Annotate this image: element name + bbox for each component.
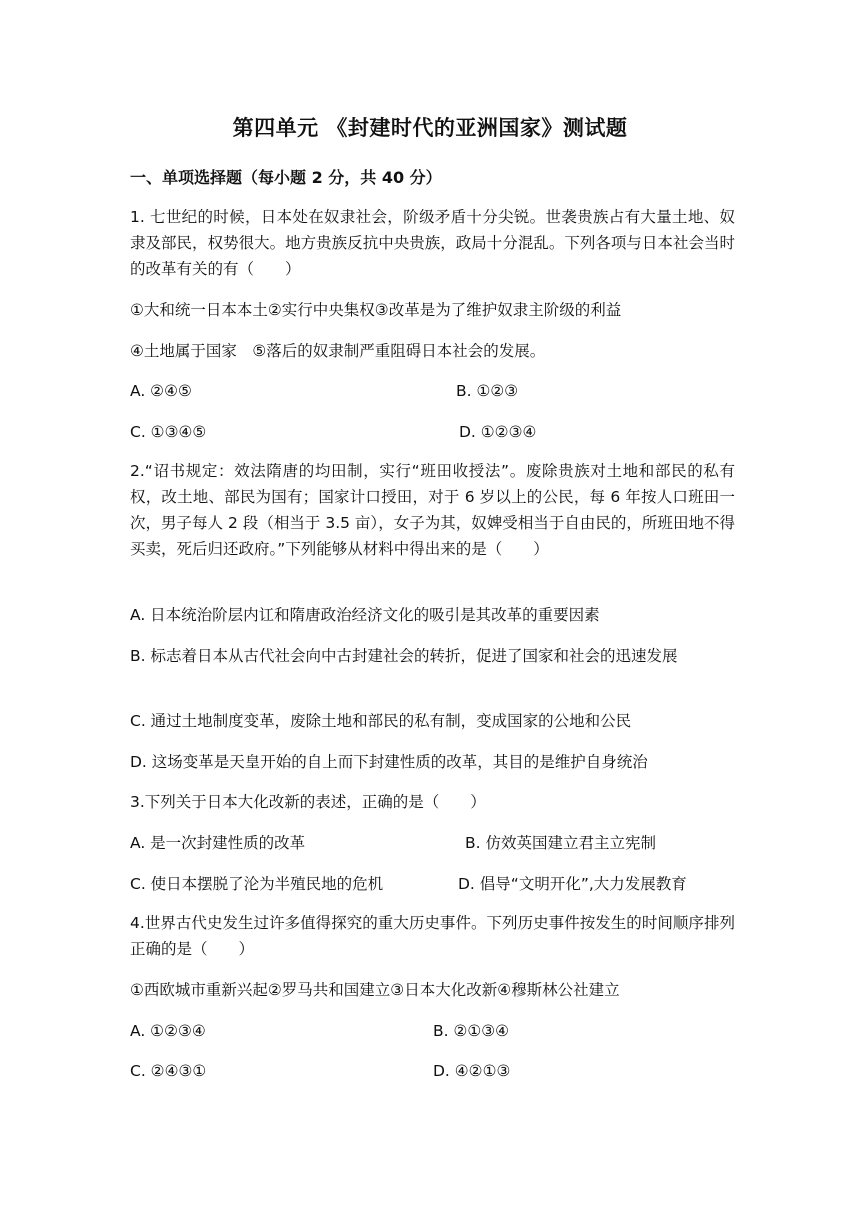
question-3-option-a: A. 是一次封建性质的改革 <box>130 834 306 852</box>
question-1-items-line-2: ④土地属于国家 ⑤落后的奴隶制严重阻碍日本社会的发展。 <box>130 342 546 360</box>
question-2-option-c: C. 通过土地制度变革，废除土地和部民的私有制，变成国家的公地和公民 <box>130 712 632 730</box>
question-2-stem: 2.“诏书规定：效法隋唐的均田制，实行“班田收授法”。废除贵族对土地和部民的私有权，改土地、部民为国有；国家计口授田，对于 6 岁以上的公民，每 6 年按人口班田一次，男子每人 2 段（相当于 3.5 亩），女子为其，奴婢受相当于自由民的，所班田地不得买卖，死后归还政府。”下列能够从材料中得出来的是（ ） <box>130 462 735 558</box>
question-1-option-a: A. ②④⑤ <box>130 382 192 400</box>
question-2-option-b: B. 标志着日本从古代社会向中古封建社会的转折，促进了国家和社会的迅速发展 <box>130 647 678 665</box>
question-2-option-a: A. 日本统治阶层内讧和隋唐政治经济文化的吸引是其改革的重要因素 <box>130 606 600 624</box>
page-title: 第四单元 《封建时代的亚洲国家》测试题 <box>232 116 628 140</box>
question-4-option-b: B. ②①③④ <box>433 1022 510 1040</box>
question-4-option-d: D. ④②①③ <box>433 1062 511 1080</box>
question-1-option-c: C. ①③④⑤ <box>130 423 207 441</box>
question-3-option-d: D. 倡导“文明开化”,大力发展教育 <box>458 875 687 893</box>
question-1-items-line-1: ①大和统一日本本土②实行中央集权③改革是为了维护奴隶主阶级的利益 <box>130 301 622 319</box>
question-4-stem: 4.世界古代史发生过许多值得探究的重大历史事件。下列历史事件按发生的时间顺序排列正确的是（ ） <box>130 914 735 958</box>
question-1-option-d: D. ①②③④ <box>459 423 537 441</box>
section-heading: 一、单项选择题（每小题 2 分，共 40 分） <box>130 168 442 187</box>
question-3-option-b: B. 仿效英国建立君主立宪制 <box>465 834 656 852</box>
question-1-stem: 1. 七世纪的时候，日本处在奴隶社会，阶级矛盾十分尖锐。世袭贵族占有大量土地、奴隶及部民，权势很大。地方贵族反抗中央贵族，政局十分混乱。下列各项与日本社会当时的改革有关的有（ ） <box>130 208 735 278</box>
question-3-stem: 3.下列关于日本大化改新的表述，正确的是（ ） <box>130 793 486 811</box>
question-1-option-b: B. ①②③ <box>456 382 519 400</box>
question-4-option-a: A. ①②③④ <box>130 1022 206 1040</box>
question-2-option-d: D. 这场变革是天皇开始的自上而下封建性质的改革，其目的是维护自身统治 <box>130 753 648 771</box>
question-3-option-c: C. 使日本摆脱了沦为半殖民地的危机 <box>130 875 384 893</box>
question-4-items: ①西欧城市重新兴起②罗马共和国建立③日本大化改新④穆斯林公社建立 <box>130 981 620 999</box>
question-4-option-c: C. ②④③① <box>130 1062 207 1080</box>
